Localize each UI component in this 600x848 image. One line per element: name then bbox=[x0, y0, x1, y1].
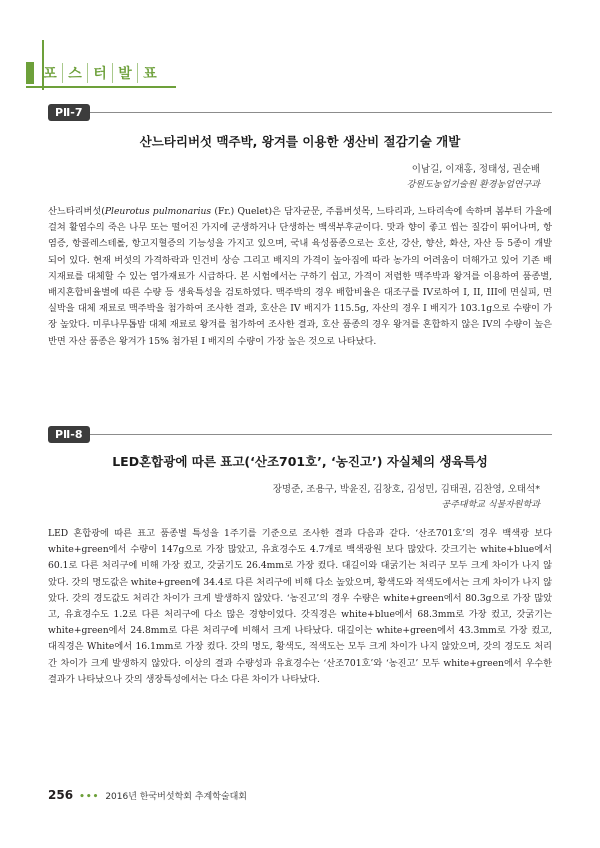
affiliation: 공주대학교 식물자원학과 bbox=[441, 500, 540, 510]
article-title: LED혼합광에 따른 표고(‘산조701호’, ‘농진고’) 자실체의 생육특성 bbox=[112, 454, 488, 469]
page-number: 256 bbox=[48, 788, 74, 802]
header-accent-bar bbox=[26, 62, 34, 84]
page-footer bbox=[48, 788, 247, 802]
abstract-body bbox=[48, 204, 552, 350]
divider bbox=[90, 112, 552, 113]
abstract-label: PⅡ-7 bbox=[48, 104, 90, 121]
header-char: 포 bbox=[38, 63, 63, 83]
header-char: 스 bbox=[63, 63, 88, 83]
header-char: 표 bbox=[143, 66, 157, 82]
body-text-prefix: 산느타리버섯( bbox=[48, 206, 105, 217]
scientific-name: Pleurotus pulmonarius bbox=[104, 206, 212, 217]
article-title: 산느타리버섯 맥주박, 왕겨를 이용한 생산비 절감기술 개발 bbox=[139, 134, 461, 149]
divider bbox=[90, 434, 552, 435]
header-chars bbox=[38, 63, 162, 83]
header-horizontal-line bbox=[26, 86, 176, 88]
header-char: 터 bbox=[88, 63, 113, 83]
event-name: 2016년 한국버섯학회 추계학술대회 bbox=[105, 792, 247, 802]
abstract-body: LED 혼합광에 따른 표고 품종별 특성을 1주기를 기준으로 조사한 결과 다음과 같다. ‘산조701호’의 경우 백색광 보다 white+green에서 수량이 147g으로 가장 많았고, 유효경수도 4.7개로 백색광원 보다 많았다. 갓크기는 white+blue에서 60.1로 다른 처리구에 비해 가장 컸고, 갓굵기도 26.4mm로 가장 컸다. 대길이와 대굵기는 처리구 모두 크게 차이가 나지 않았다. 갓의 명도값은 white+green에 34.4로 다른 처리구에 비해 다소 높았으며, 황색도와 적색도에서는 크게 차이가 나지 않았다. 갓의 경도값도 처리간 차이가 크게 발생하지 않았다. ‘농진고’의 경우 수량은 white+green에서 80.3g으로 가장 많았고, 유효경수도 1.2로 다른 처리구에 다소 많은 경향이었다. 갓직경은 white+blue에서 68.3mm로 가장 컸고, 갓굵기는 white+green에서 24.8mm로 다른 처리구에 비해서 크게 나타났다. 대길이는 white+green에서 43.3mm로 가장 컸고, 대직경은 White에서 16.1mm로 가장 컸다. 갓의 명도, 황색도, 적색도는 모두 크게 차이가 나지 않았으며, 갓의 경도도 처리간 차이가 크게 발생하지 않았다. 이상의 결과 수량성과 유효경수는 ‘산조701호’와 ‘농진고’ 모두 white+green에서 우수한 결과가 나타났으나 갓의 생장특성에서는 다소 다른 차이가 나타났다. bbox=[48, 528, 552, 685]
header-char: 발 bbox=[113, 63, 138, 83]
abstract-label: PⅡ-8 bbox=[48, 426, 90, 443]
author-list: 이남길, 이재홍, 정태성, 권순배 bbox=[411, 164, 540, 175]
affiliation: 강원도농업기술원 환경농업연구과 bbox=[406, 180, 540, 190]
author-list: 장명준, 조용구, 박윤진, 김창호, 김성민, 김태권, 김찬영, 오태석* bbox=[272, 484, 540, 495]
footer-dots: ••• bbox=[79, 792, 100, 802]
section-header bbox=[26, 62, 162, 84]
body-text-rest: (Fr.) Quelet)은 담자균문, 주름버섯목, 느타리과, 느타리속에 속하며 봄부터 가을에 걸쳐 활엽수의 죽은 나무 또는 떨어진 가지에 군생하거나 단생하는 백색부후균이다. 맛과 향이 좋고 씹는 질감이 뛰어나며, 항염증, 항콜레스테롤, 항고지혈증의 기능성을 가지고 있으며, 국내 육성품종으로는 호산, 강산, 향산, 화산, 자산 등 5종이 개발되어 있다. 현재 버섯의 가격하락과 인건비 상승 그리고 배지의 가격이 높아짐에 따라 농가의 어려움이 더해가고 있어 기존 배지재료를 대체할 수 있는 염가재료가 시급하다. 본 시험에서는 구하기 쉽고, 가격이 저렴한 맥주박과 왕겨를 이용하여 품종별, 배지혼합비율별에 따른 수량 등 생육특성을 검토하였다. 맥주박의 경우 배합비율은 대조구를 IV로하여 I, II, III에 면실피, 면실박을 대체 재료로 맥주박을 첨가하여 조사한 결과, 호산은 IV 배지가 115.5g, 자산의 경우 I 배지가 103.1g으로 수량이 가장 높았다. 미루나무톱밥 대체 재료로 왕겨를 첨가하여 조사한 결과, 호산 품종의 경우 왕겨를 혼합하지 않은 IV의 수량이 높은 반면 자산 품종은 왕겨가 15% 첨가된 I 배지의 수량이 가장 높은 것으로 나타났다. bbox=[48, 206, 552, 347]
